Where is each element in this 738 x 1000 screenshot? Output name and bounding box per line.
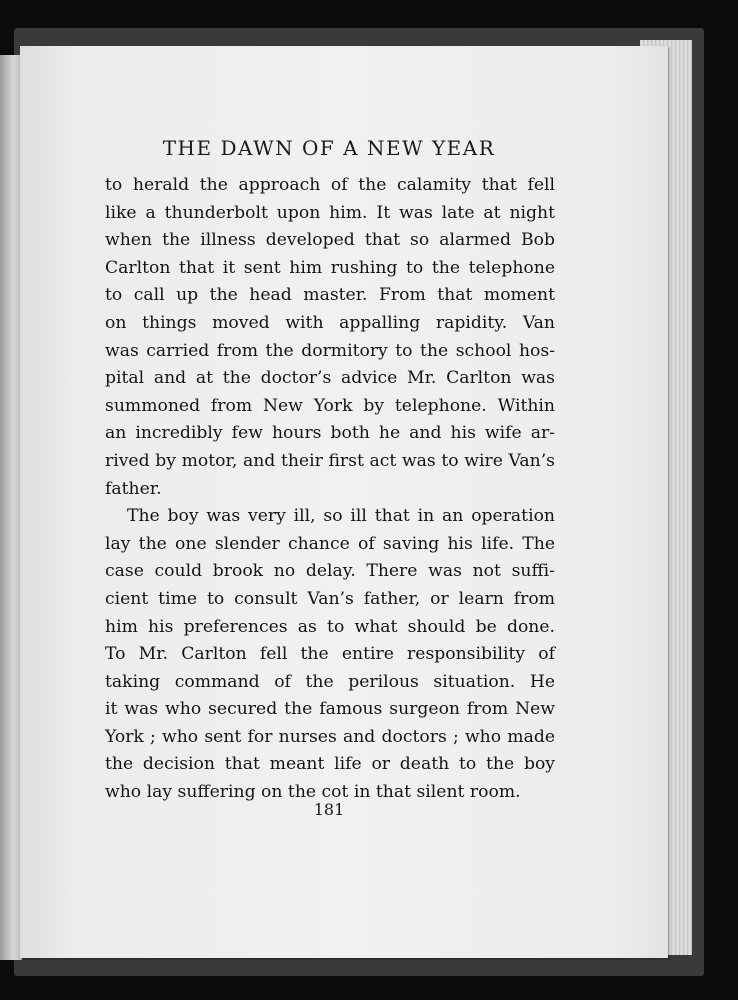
text-line: father.	[105, 478, 162, 499]
text-line: an incredibly few hours both he and his wife ar-	[105, 423, 555, 444]
text-line: when the illness developed that so alarmed Bob	[105, 230, 555, 251]
text-line: the decision that meant life or death to the boy	[105, 754, 555, 775]
text-line: The boy was very ill, so ill that in an operation	[127, 506, 555, 527]
text-line: on things moved with appalling rapidity. Van	[105, 312, 555, 333]
text-line: Carlton that it sent him rushing to the telephone	[105, 257, 555, 278]
body-text	[105, 172, 555, 807]
text-line: it was who secured the famous surgeon from New	[105, 699, 555, 720]
text-line: cient time to consult Van’s father, or learn from	[105, 588, 555, 609]
running-head: THE DAWN OF A NEW YEAR	[162, 136, 496, 160]
text-line: to herald the approach of the calamity that fell	[105, 175, 555, 195]
paragraph-2	[105, 503, 555, 807]
text-line: was carried from the dormitory to the school hos-	[105, 340, 555, 361]
text-line: rived by motor, and their first act was to wire Van’s	[105, 450, 555, 471]
text-line: taking command of the perilous situation. He	[105, 671, 555, 692]
text-line: case could brook no delay. There was not suffi-	[105, 561, 555, 582]
text-line: like a thunderbolt upon him. It was late at night	[105, 202, 555, 223]
facing-page-edge	[0, 55, 22, 960]
page-number: 181	[313, 800, 345, 819]
text-line: York ; who sent for nurses and doctors ; who made	[105, 726, 555, 747]
paragraph-1	[105, 172, 555, 503]
text-line: pital and at the doctor’s advice Mr. Carlton was	[105, 368, 555, 389]
text-line: To Mr. Carlton fell the entire responsibility of	[105, 644, 555, 665]
text-line: who lay suffering on the cot in that silent room.	[105, 782, 521, 803]
text-line: lay the one slender chance of saving his life. The	[105, 533, 555, 554]
text-line: him his preferences as to what should be done.	[105, 616, 555, 637]
text-line: to call up the head master. From that moment	[105, 285, 555, 306]
text-line: summoned from New York by telephone. Within	[105, 395, 555, 416]
